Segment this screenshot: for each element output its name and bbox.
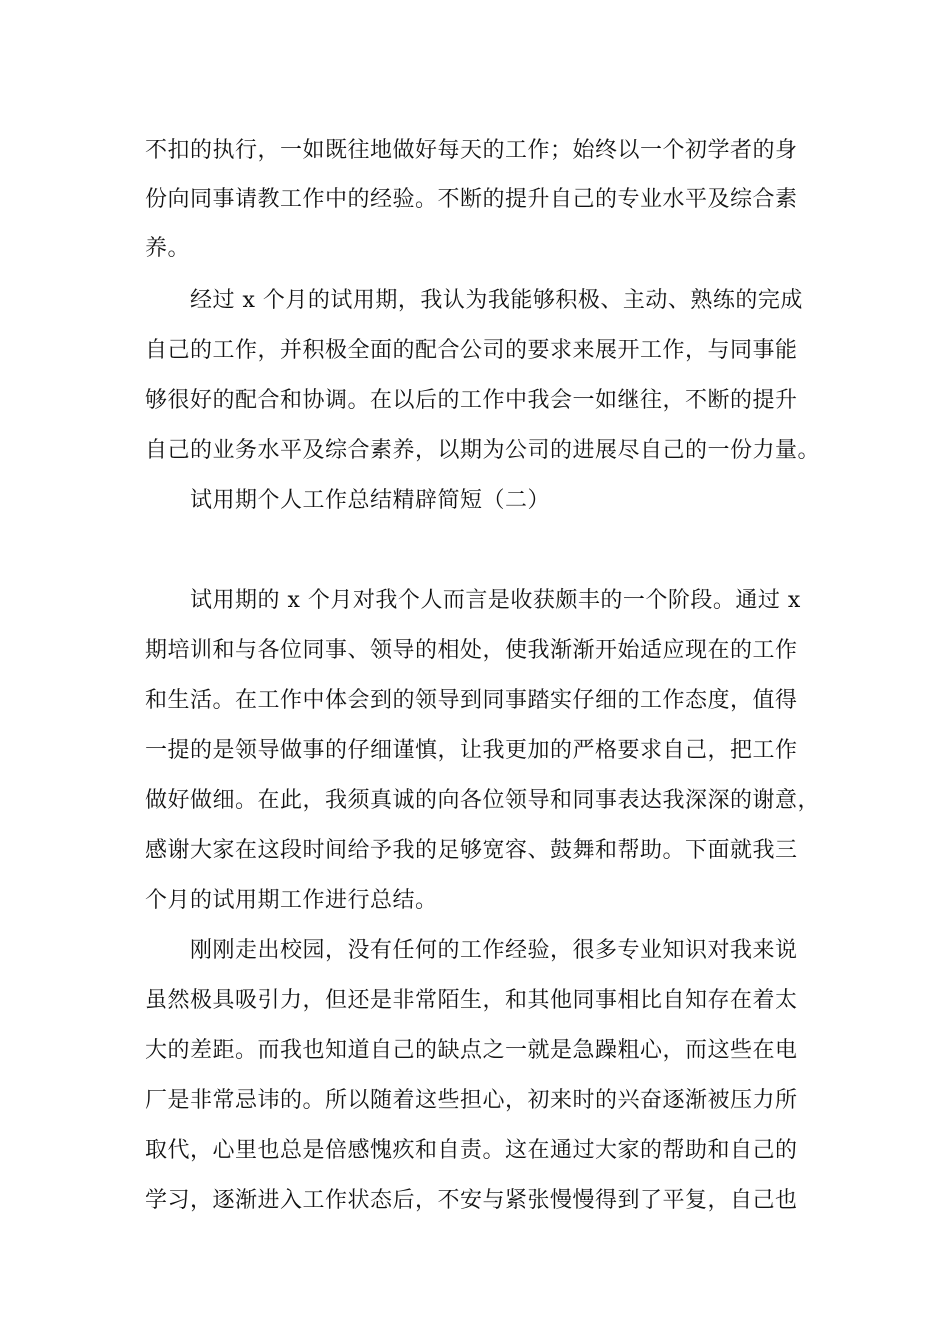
text-line: 自己的工作，并积极全面的配合公司的要求来展开工作，与同事能 [145,338,798,363]
text-line: 和生活。在工作中体会到的领导到同事踏实仔细的工作态度，值得 [145,688,798,713]
text-line: 厂是非常忌讳的。所以随着这些担心，初来时的兴奋逐渐被压力所 [145,1088,798,1113]
text-line: 学习，逐渐进入工作状态后，不安与紧张慢慢得到了平复，自己也 [145,1188,798,1213]
text-line: 份向同事请教工作中的经验。不断的提升自己的专业水平及综合素 [145,187,798,212]
text-line: 虽然极具吸引力，但还是非常陌生，和其他同事相比自知存在着太 [145,988,798,1013]
text-line: 一提的是领导做事的仔细谨慎，让我更加的严格要求自己，把工作 [145,738,798,763]
text-line: 感谢大家在这段时间给予我的足够宽容、鼓舞和帮助。下面就我三 [145,838,798,863]
text-line: 试用期的 x 个月对我个人而言是收获颇丰的一个阶段。通过 x [190,588,801,613]
section-heading: 试用期个人工作总结精辟简短（二） [190,488,551,513]
text-line: 期培训和与各位同事、领导的相处，使我渐渐开始适应现在的工作 [145,638,798,663]
text-line: 够很好的配合和协调。在以后的工作中我会一如继往，不断的提升 [145,388,798,413]
text-line: 做好做细。在此，我须真诚的向各位领导和同事表达我深深的谢意， [145,788,821,813]
text-line: 不扣的执行，一如既往地做好每天的工作；始终以一个初学者的身 [145,138,798,163]
text-line: 大的差距。而我也知道自己的缺点之一就是急躁粗心，而这些在电 [145,1038,798,1063]
text-line: 养。 [145,236,191,261]
text-line: 取代，心里也总是倍感愧疚和自责。这在通过大家的帮助和自己的 [145,1138,798,1163]
text-line: 自己的业务水平及综合素养，以期为公司的进展尽自己的一份力量。 [145,438,821,463]
text-line: 刚刚走出校园，没有任何的工作经验，很多专业知识对我来说 [190,938,798,963]
text-line: 个月的试用期工作进行总结。 [145,888,438,913]
text-line: 经过 x 个月的试用期，我认为我能够积极、主动、熟练的完成 [190,288,803,313]
